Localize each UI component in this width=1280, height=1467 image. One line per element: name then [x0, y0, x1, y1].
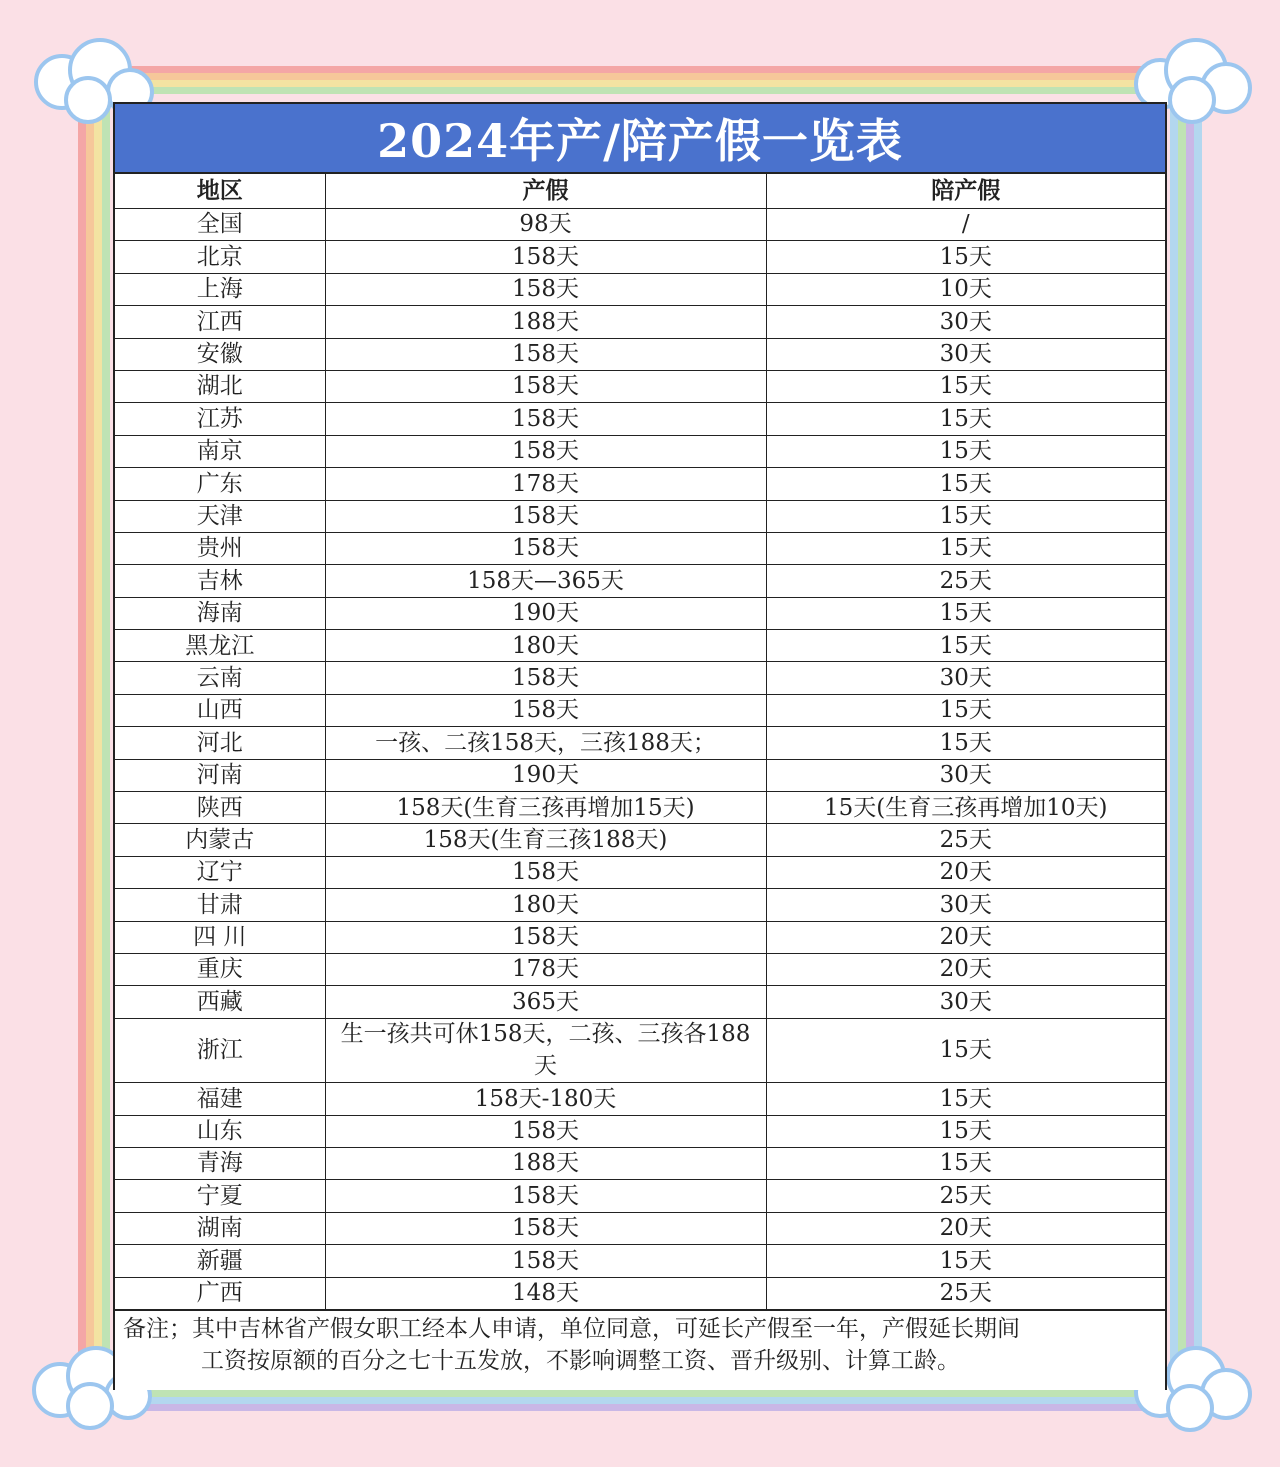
cell-maternity-leave: 158天: [325, 532, 766, 564]
cell-maternity-leave: 180天: [325, 630, 766, 662]
table-row: [115, 597, 1165, 629]
cell-paternity-leave: 15天: [766, 435, 1165, 467]
cell-paternity-leave: 10天: [766, 273, 1165, 305]
cell-region: 宁夏: [115, 1180, 325, 1212]
cell-region: 河北: [115, 727, 325, 759]
cell-region: 重庆: [115, 953, 325, 985]
cell-region: 山西: [115, 694, 325, 726]
cell-maternity-leave: 158天: [325, 694, 766, 726]
cell-region: 陕西: [115, 792, 325, 824]
cell-maternity-leave: 158天: [325, 500, 766, 532]
cell-region: 山东: [115, 1115, 325, 1147]
cell-region: 上海: [115, 273, 325, 305]
cell-maternity-leave: 158天: [325, 435, 766, 467]
table-row: [115, 209, 1165, 241]
cell-region: 湖南: [115, 1212, 325, 1244]
cell-paternity-leave: 15天: [766, 1115, 1165, 1147]
cell-paternity-leave: 15天: [766, 370, 1165, 402]
table-row: [115, 241, 1165, 273]
rainbow-right: [1170, 66, 1202, 1411]
table-row: [115, 759, 1165, 791]
cell-paternity-leave: 15天: [766, 532, 1165, 564]
cell-region: 新疆: [115, 1245, 325, 1277]
header-paternity-leave: 陪产假: [766, 174, 1165, 209]
page-title: 2024年产/陪产假一览表: [115, 104, 1165, 174]
cell-region: 全国: [115, 209, 325, 241]
cell-maternity-leave: 158天: [325, 921, 766, 953]
cell-region: 广西: [115, 1277, 325, 1309]
table-row: [115, 694, 1165, 726]
cell-maternity-leave: 158天: [325, 338, 766, 370]
cell-paternity-leave: 25天: [766, 1180, 1165, 1212]
cell-maternity-leave: 158天(生育三孩再增加15天): [325, 792, 766, 824]
cell-paternity-leave: 15天: [766, 1018, 1165, 1082]
table-row: [115, 1018, 1165, 1082]
cell-paternity-leave: 15天(生育三孩再增加10天): [766, 792, 1165, 824]
cell-maternity-leave: 178天: [325, 468, 766, 500]
cell-maternity-leave: 148天: [325, 1277, 766, 1309]
cell-maternity-leave: 158天—365天: [325, 565, 766, 597]
table-row: [115, 889, 1165, 921]
cell-paternity-leave: 15天: [766, 694, 1165, 726]
cell-region: 广东: [115, 468, 325, 500]
cell-paternity-leave: 15天: [766, 597, 1165, 629]
rainbow-top: [80, 66, 1200, 94]
cell-paternity-leave: 15天: [766, 1083, 1165, 1115]
table-row: [115, 986, 1165, 1018]
table-row: [115, 856, 1165, 888]
leave-table-sheet: [113, 102, 1167, 1390]
cell-region: 河南: [115, 759, 325, 791]
cell-paternity-leave: 30天: [766, 662, 1165, 694]
rainbow-bottom: [80, 1390, 1200, 1411]
leave-table: [115, 174, 1165, 1310]
cell-region: 内蒙古: [115, 824, 325, 856]
cell-region: 黑龙江: [115, 630, 325, 662]
cell-paternity-leave: 15天: [766, 1245, 1165, 1277]
cell-paternity-leave: 15天: [766, 500, 1165, 532]
cell-maternity-leave: 158天: [325, 273, 766, 305]
cell-maternity-leave: 158天: [325, 370, 766, 402]
cell-region: 吉林: [115, 565, 325, 597]
cell-region: 南京: [115, 435, 325, 467]
cell-region: 西藏: [115, 986, 325, 1018]
cell-maternity-leave: 158天: [325, 403, 766, 435]
cell-paternity-leave: 25天: [766, 1277, 1165, 1309]
cell-region: 江苏: [115, 403, 325, 435]
footnote: [115, 1310, 1165, 1377]
table-row: [115, 468, 1165, 500]
cell-region: 湖北: [115, 370, 325, 402]
table-row: [115, 435, 1165, 467]
cell-maternity-leave: 188天: [325, 1148, 766, 1180]
cell-region: 天津: [115, 500, 325, 532]
footnote-line-2: 工资按原额的百分之七十五发放，不影响调整工资、晋升级别、计算工龄。: [201, 1347, 960, 1374]
cell-maternity-leave: 158天: [325, 662, 766, 694]
cell-maternity-leave: 158天: [325, 1115, 766, 1147]
cell-maternity-leave: 158天(生育三孩188天): [325, 824, 766, 856]
cell-paternity-leave: 15天: [766, 468, 1165, 500]
cell-region: 福建: [115, 1083, 325, 1115]
cell-region: 北京: [115, 241, 325, 273]
cell-region: 海南: [115, 597, 325, 629]
table-row: [115, 338, 1165, 370]
table-row: [115, 1115, 1165, 1147]
cell-paternity-leave: 30天: [766, 986, 1165, 1018]
table-row: [115, 630, 1165, 662]
cell-maternity-leave: 158天: [325, 1245, 766, 1277]
cell-region: 青海: [115, 1148, 325, 1180]
table-row: [115, 1180, 1165, 1212]
cell-maternity-leave: 190天: [325, 597, 766, 629]
table-row: [115, 370, 1165, 402]
cell-paternity-leave: 20天: [766, 856, 1165, 888]
cell-maternity-leave: 生一孩共可休158天，二孩、三孩各188天: [325, 1018, 766, 1082]
table-row: [115, 1277, 1165, 1309]
cell-maternity-leave: 365天: [325, 986, 766, 1018]
cell-paternity-leave: 30天: [766, 306, 1165, 338]
cell-paternity-leave: 20天: [766, 953, 1165, 985]
cell-maternity-leave: 188天: [325, 306, 766, 338]
cell-maternity-leave: 98天: [325, 209, 766, 241]
table-row: [115, 403, 1165, 435]
cell-paternity-leave: 25天: [766, 565, 1165, 597]
cell-paternity-leave: 30天: [766, 759, 1165, 791]
cell-paternity-leave: 15天: [766, 1148, 1165, 1180]
cell-maternity-leave: 一孩、二孩158天，三孩188天；: [325, 727, 766, 759]
cell-region: 安徽: [115, 338, 325, 370]
cell-maternity-leave: 180天: [325, 889, 766, 921]
cell-paternity-leave: 15天: [766, 630, 1165, 662]
table-row: [115, 792, 1165, 824]
table-row: [115, 921, 1165, 953]
cell-region: 云南: [115, 662, 325, 694]
table-row: [115, 532, 1165, 564]
cell-paternity-leave: 20天: [766, 921, 1165, 953]
cell-maternity-leave: 190天: [325, 759, 766, 791]
cell-paternity-leave: 15天: [766, 727, 1165, 759]
table-row: [115, 565, 1165, 597]
table-row: [115, 306, 1165, 338]
cell-paternity-leave: 15天: [766, 241, 1165, 273]
cell-maternity-leave: 158天: [325, 1180, 766, 1212]
table-row: [115, 662, 1165, 694]
table-row: [115, 727, 1165, 759]
header-region: 地区: [115, 174, 325, 209]
table-row: [115, 1083, 1165, 1115]
cell-maternity-leave: 158天: [325, 856, 766, 888]
cell-paternity-leave: 15天: [766, 403, 1165, 435]
cell-region: 江西: [115, 306, 325, 338]
cell-region: 辽宁: [115, 856, 325, 888]
cell-paternity-leave: /: [766, 209, 1165, 241]
cell-paternity-leave: 30天: [766, 338, 1165, 370]
cell-paternity-leave: 30天: [766, 889, 1165, 921]
table-row: [115, 1148, 1165, 1180]
table-row: [115, 1245, 1165, 1277]
cell-maternity-leave: 158天-180天: [325, 1083, 766, 1115]
cell-paternity-leave: 20天: [766, 1212, 1165, 1244]
cell-region: 甘肃: [115, 889, 325, 921]
cell-maternity-leave: 158天: [325, 241, 766, 273]
table-row: [115, 500, 1165, 532]
cell-paternity-leave: 25天: [766, 824, 1165, 856]
cell-maternity-leave: 158天: [325, 1212, 766, 1244]
rainbow-left: [78, 66, 110, 1411]
cell-region: 浙江: [115, 1018, 325, 1082]
table-row: [115, 824, 1165, 856]
header-maternity-leave: 产假: [325, 174, 766, 209]
footnote-line-1: 备注；其中吉林省产假女职工经本人申请，单位同意，可延长产假至一年，产假延长期间: [123, 1315, 1020, 1342]
table-row: [115, 953, 1165, 985]
cell-maternity-leave: 178天: [325, 953, 766, 985]
table-row: [115, 1212, 1165, 1244]
cell-region: 四 川: [115, 921, 325, 953]
table-row: [115, 273, 1165, 305]
table-body: [115, 209, 1165, 1310]
cell-region: 贵州: [115, 532, 325, 564]
table-header-row: [115, 174, 1165, 209]
